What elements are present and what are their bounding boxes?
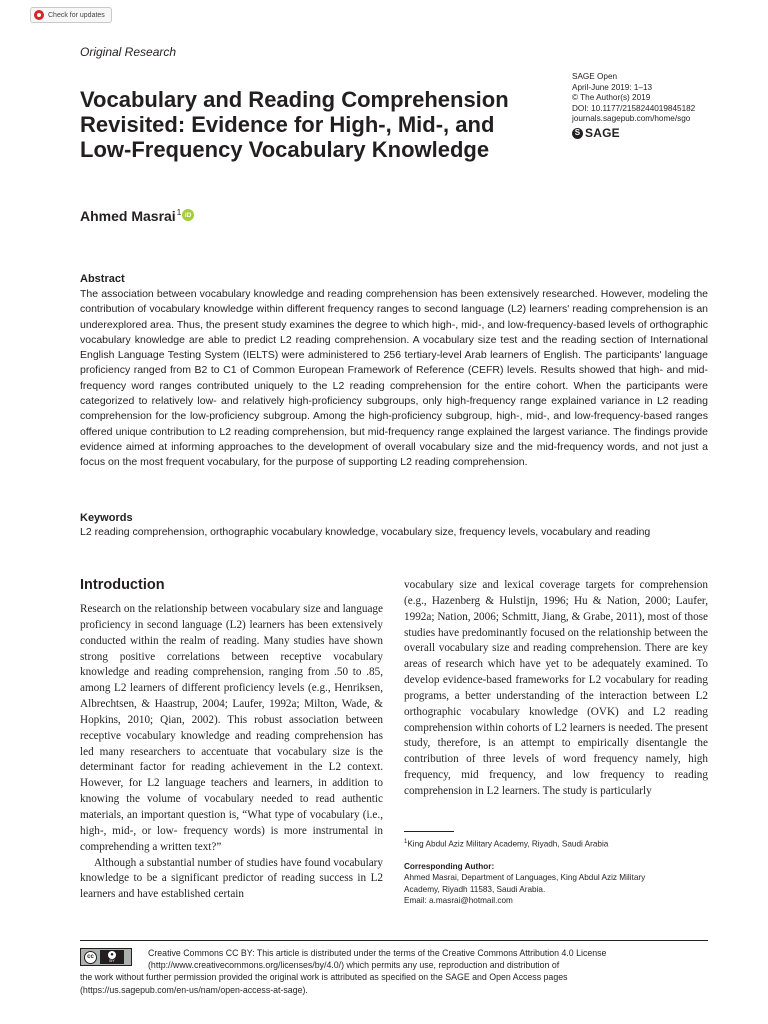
- abstract-heading: Abstract: [80, 273, 125, 285]
- keywords-heading: Keywords: [80, 512, 133, 524]
- footnote-marker: 1: [404, 839, 408, 845]
- license-line: (http://www.creativecommons.org/licenses/by/4.0/) which permits any use, reproduction and distribution of: [148, 960, 560, 971]
- keywords-text: L2 reading comprehension, orthographic vocabulary knowledge, vocabulary size, frequency levels, vocabulary and reading: [80, 526, 651, 538]
- title-line: Low-Frequency Vocabulary Knowledge: [80, 137, 490, 162]
- left-column: [80, 602, 383, 903]
- author-affiliation-marker: 1: [176, 208, 182, 217]
- corresponding-line: Academy, Riyadh 11583, Saudi Arabia.: [404, 884, 546, 894]
- by-label: BY: [109, 958, 115, 963]
- corresponding-email[interactable]: Email: a.masrai@hotmail.com: [404, 895, 513, 905]
- abstract-section: [80, 273, 708, 471]
- footnote-divider: [404, 831, 454, 832]
- affiliation-footnote: [404, 837, 704, 850]
- footnotes: [404, 837, 704, 906]
- corresponding-author-heading: Corresponding Author:: [404, 862, 495, 872]
- section-label: Original Research: [80, 45, 177, 59]
- corresponding-line: Ahmed Masrai, Department of Languages, King Abdul Aziz Military: [404, 873, 646, 883]
- copyright: © The Author(s) 2019: [572, 93, 651, 103]
- introduction-heading: Introduction: [80, 577, 165, 593]
- publisher-name: SAGE: [585, 126, 620, 141]
- body-paragraph: Research on the relationship between vocabulary size and language proficiency in second language (L2) learners has been extensively conducted within the realm of reading. Many studies have shown strong positive correlations between receptive vocabulary knowledge and reading comprehension, ranging from .50 to .85, among L2 learners of different proficiency levels (e.g., Henriksen, Albrechtsen, & Haastrup, 2004; Laufer, 1992a; Milton, Wade, & Hopkins, 2010; Qian, 2002). This robust association between receptive vocabulary knowledge and reading comprehension has led many researchers to accentuate that vocabulary size is the determinant factor for reading achievement in the L2 context. However, for L2 language teachers and learners, in addition to knowing the volume of vocabulary needed to read authentic materials, an important question is, “What type of vocabulary (i.e., high-, mid-, or low- frequency words) is more instrumental in comprehending a written text?”: [80, 603, 383, 853]
- update-icon: [34, 10, 44, 20]
- check-for-updates-button[interactable]: [30, 7, 112, 23]
- title-line: Vocabulary and Reading Comprehension: [80, 87, 509, 112]
- journal-info: [572, 72, 752, 139]
- orcid-icon[interactable]: iD: [182, 209, 194, 221]
- journal-url-link[interactable]: journals.sagepub.com/home/sgo: [572, 114, 691, 124]
- article-title: [80, 87, 550, 162]
- title-line: Revisited: Evidence for High-, Mid-, and: [80, 112, 495, 137]
- journal-issue: April-June 2019: 1–13: [572, 82, 653, 92]
- license-text: [80, 947, 700, 996]
- check-for-updates-label: Check for updates: [48, 11, 105, 19]
- person-icon: ●: [108, 951, 116, 959]
- sage-logo-icon: S: [572, 128, 583, 139]
- cc-icon: cc: [84, 951, 97, 964]
- license-line: Creative Commons CC BY: This article is distributed under the terms of the Creative Commons Attribution 4.0 License: [148, 948, 607, 958]
- sage-logo: [572, 128, 752, 139]
- doi-link[interactable]: DOI: 10.1177/2158244019845182: [572, 103, 696, 113]
- author-line: [80, 208, 194, 224]
- author-name[interactable]: Ahmed Masrai: [80, 208, 176, 224]
- right-column: [404, 578, 708, 800]
- license-divider: [80, 940, 708, 941]
- body-paragraph: Although a substantial number of studies have found vocabulary knowledge to be a significant predictor of reading success in L2 learners and have established certain: [80, 856, 383, 901]
- license-line: the work without further permission provided the original work is attributed as specified on the SAGE and Open Access pages: [80, 972, 568, 983]
- body-paragraph: vocabulary size and lexical coverage targets for comprehension (e.g., Hazenberg & Hulstijn, 1996; Hu & Nation, 2000; Laufer, 1992a; Nation, 2006; Schmitt, Jiang, & Grabe, 2011), most of those studies have predominantly focused on the relationship between the overall vocabulary size and reading comprehension. There are key areas of research which have yet to be adequately examined. To develop evidence-based frameworks for L2 vocabulary for reading programs, a better understanding of the interaction between L2 orthographic vocabulary knowledge (OVK) and L2 reading comprehension within cohorts of L2 learners is needed. The present study, therefore, is an attempt to empirically disentangle the contribution of three levels of word frequency namely, high frequency, mid frequency, and low frequency to reading comprehension in L2 learners. The study is particularly: [404, 579, 708, 797]
- abstract-text: The association between vocabulary knowledge and reading comprehension has been extensively researched. However, modeling the contribution of vocabulary knowledge within different frequency ranges to second language (L2) learners' reading comprehension is an underexplored area. Thus, the present study examines the degree to which high-, mid-, and low-frequency-based levels of orthographic vocabulary knowledge are able to predict L2 reading comprehension. A vocabulary size test and the reading section of International English Language Testing System (IELTS) were administered to 256 tertiary-level Arab learners of English. The participants' language proficiency ranged from B2 to C1 of Common European Framework of Reference (CEFR) levels. Results showed that high- and mid-frequency word ranges contributed uniquely to the L2 reading comprehension for the entire cohort. When the participants were categorized to relatively low- and relatively high-proficiency subgroups, only high-frequency range explained variance in L2 reading comprehension for the low-proficiency subgroup. Among the high-proficiency subgroup, high-, mid-, and low-frequency-based ranges offered unique contribution to L2 reading comprehension, but mid-frequency range explained the largest variance. The findings provide evidence aimed at informing approaches to the development of overall vocabulary size and the mid-frequency words, and not just a focus on the most frequent vocabulary, for the purpose of supporting L2 reading comprehension.: [80, 288, 708, 469]
- affiliation-text: King Abdul Aziz Military Academy, Riyadh, Saudi Arabia: [407, 839, 609, 849]
- license-line: (https://us.sagepub.com/en-us/nam/open-access-at-sage).: [80, 984, 308, 995]
- journal-name: SAGE Open: [572, 72, 618, 81]
- keywords-section: [80, 512, 708, 540]
